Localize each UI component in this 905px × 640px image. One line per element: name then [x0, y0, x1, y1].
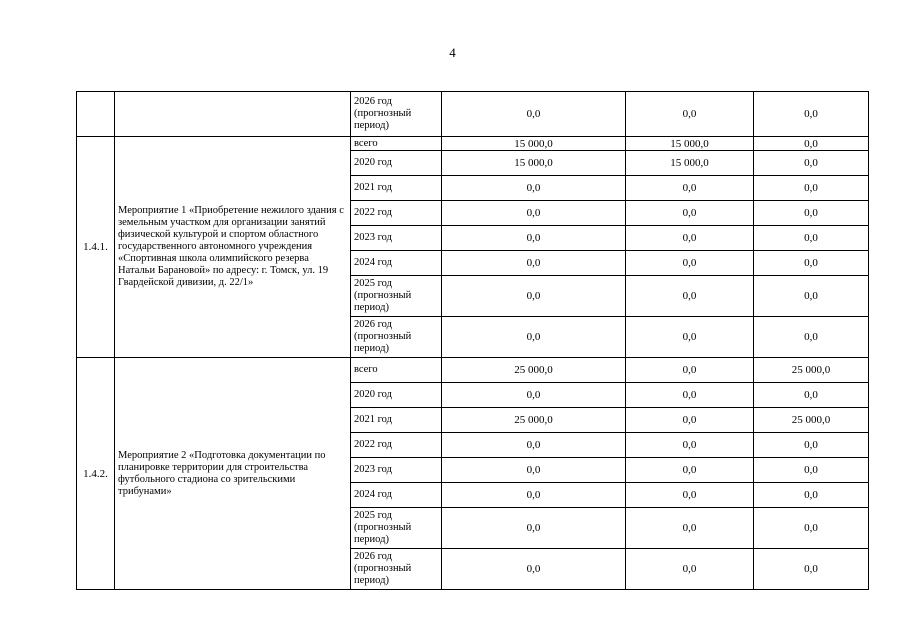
other-source-cell: 0,0 — [754, 433, 869, 458]
period-cell: 2024 год — [351, 251, 442, 276]
regional-budget-cell: 0,0 — [626, 251, 754, 276]
period-cell: 2020 год — [351, 151, 442, 176]
total-value-cell: 25 000,0 — [442, 358, 626, 383]
period-cell: 2023 год — [351, 458, 442, 483]
regional-budget-cell: 0,0 — [626, 276, 754, 317]
regional-budget-cell: 0,0 — [626, 201, 754, 226]
other-source-cell: 0,0 — [754, 151, 869, 176]
page-number: 4 — [449, 45, 456, 60]
regional-budget-cell: 0,0 — [626, 458, 754, 483]
other-source-cell: 0,0 — [754, 251, 869, 276]
period-cell: 2021 год — [351, 408, 442, 433]
total-value-cell: 0,0 — [442, 508, 626, 549]
budget-table — [76, 91, 869, 590]
regional-budget-cell: 0,0 — [626, 483, 754, 508]
other-source-cell: 0,0 — [754, 549, 869, 590]
period-cell: 2026 год (прогнозный период) — [351, 92, 442, 137]
regional-budget-cell: 0,0 — [626, 226, 754, 251]
regional-budget-cell: 0,0 — [626, 508, 754, 549]
regional-budget-cell: 0,0 — [626, 408, 754, 433]
total-value-cell: 0,0 — [442, 176, 626, 201]
activity-name: Мероприятие 2 «Подготовка документации по планировке территории для строительства футбольного стадиона со зрительскими трибунами» — [115, 358, 351, 590]
period-cell: 2022 год — [351, 433, 442, 458]
activity-number: 1.4.2. — [77, 358, 115, 590]
other-source-cell: 0,0 — [754, 383, 869, 408]
total-value-cell: 25 000,0 — [442, 408, 626, 433]
other-source-cell: 0,0 — [754, 137, 869, 151]
period-cell: 2024 год — [351, 483, 442, 508]
period-cell: 2020 год — [351, 383, 442, 408]
period-cell: 2023 год — [351, 226, 442, 251]
regional-budget-cell: 0,0 — [626, 433, 754, 458]
period-cell: 2025 год (прогнозный период) — [351, 276, 442, 317]
activity-name-cell — [115, 92, 351, 137]
other-source-cell: 0,0 — [754, 508, 869, 549]
table-row — [77, 137, 869, 151]
period-cell: 2026 год (прогнозный период) — [351, 317, 442, 358]
total-value-cell: 15 000,0 — [442, 137, 626, 151]
other-source-cell: 0,0 — [754, 458, 869, 483]
other-source-cell: 0,0 — [754, 276, 869, 317]
regional-budget-cell: 0,0 — [626, 176, 754, 201]
total-value-cell: 0,0 — [442, 276, 626, 317]
other-source-cell: 0,0 — [754, 176, 869, 201]
total-value-cell: 15 000,0 — [442, 151, 626, 176]
regional-budget-cell: 15 000,0 — [626, 151, 754, 176]
regional-budget-cell: 0,0 — [626, 317, 754, 358]
total-value-cell: 0,0 — [442, 458, 626, 483]
other-source-cell: 25 000,0 — [754, 408, 869, 433]
period-cell: 2022 год — [351, 201, 442, 226]
total-value-cell: 0,0 — [442, 317, 626, 358]
regional-budget-cell: 15 000,0 — [626, 137, 754, 151]
period-cell: всего — [351, 137, 442, 151]
other-source-cell: 0,0 — [754, 201, 869, 226]
regional-budget-cell: 0,0 — [626, 358, 754, 383]
total-value-cell: 0,0 — [442, 201, 626, 226]
total-value-cell: 0,0 — [442, 383, 626, 408]
table-row — [77, 92, 869, 137]
total-value-cell: 0,0 — [442, 483, 626, 508]
total-value-cell: 0,0 — [442, 549, 626, 590]
activity-name: Мероприятие 1 «Приобретение нежилого здания с земельным участком для организации занятий физической культурой и спортом областного государственного автономного учреждения «Спортивная школа олимпийского резерва Натальи Барановой» по адресу: г. Томск, ул. 19 Гвардейской дивизии, д. 22/1» — [115, 137, 351, 358]
other-source-cell: 25 000,0 — [754, 358, 869, 383]
other-source-cell: 0,0 — [754, 92, 869, 137]
table-row — [77, 358, 869, 383]
activity-number: 1.4.1. — [77, 137, 115, 358]
total-value-cell: 0,0 — [442, 433, 626, 458]
other-source-cell: 0,0 — [754, 226, 869, 251]
regional-budget-cell: 0,0 — [626, 383, 754, 408]
period-cell: 2021 год — [351, 176, 442, 201]
regional-budget-cell: 0,0 — [626, 549, 754, 590]
row-number-cell — [77, 92, 115, 137]
period-cell: всего — [351, 358, 442, 383]
total-value-cell: 0,0 — [442, 226, 626, 251]
period-cell: 2025 год (прогнозный период) — [351, 508, 442, 549]
other-source-cell: 0,0 — [754, 317, 869, 358]
other-source-cell: 0,0 — [754, 483, 869, 508]
total-value-cell: 0,0 — [442, 92, 626, 137]
total-value-cell: 0,0 — [442, 251, 626, 276]
period-cell: 2026 год (прогнозный период) — [351, 549, 442, 590]
regional-budget-cell: 0,0 — [626, 92, 754, 137]
